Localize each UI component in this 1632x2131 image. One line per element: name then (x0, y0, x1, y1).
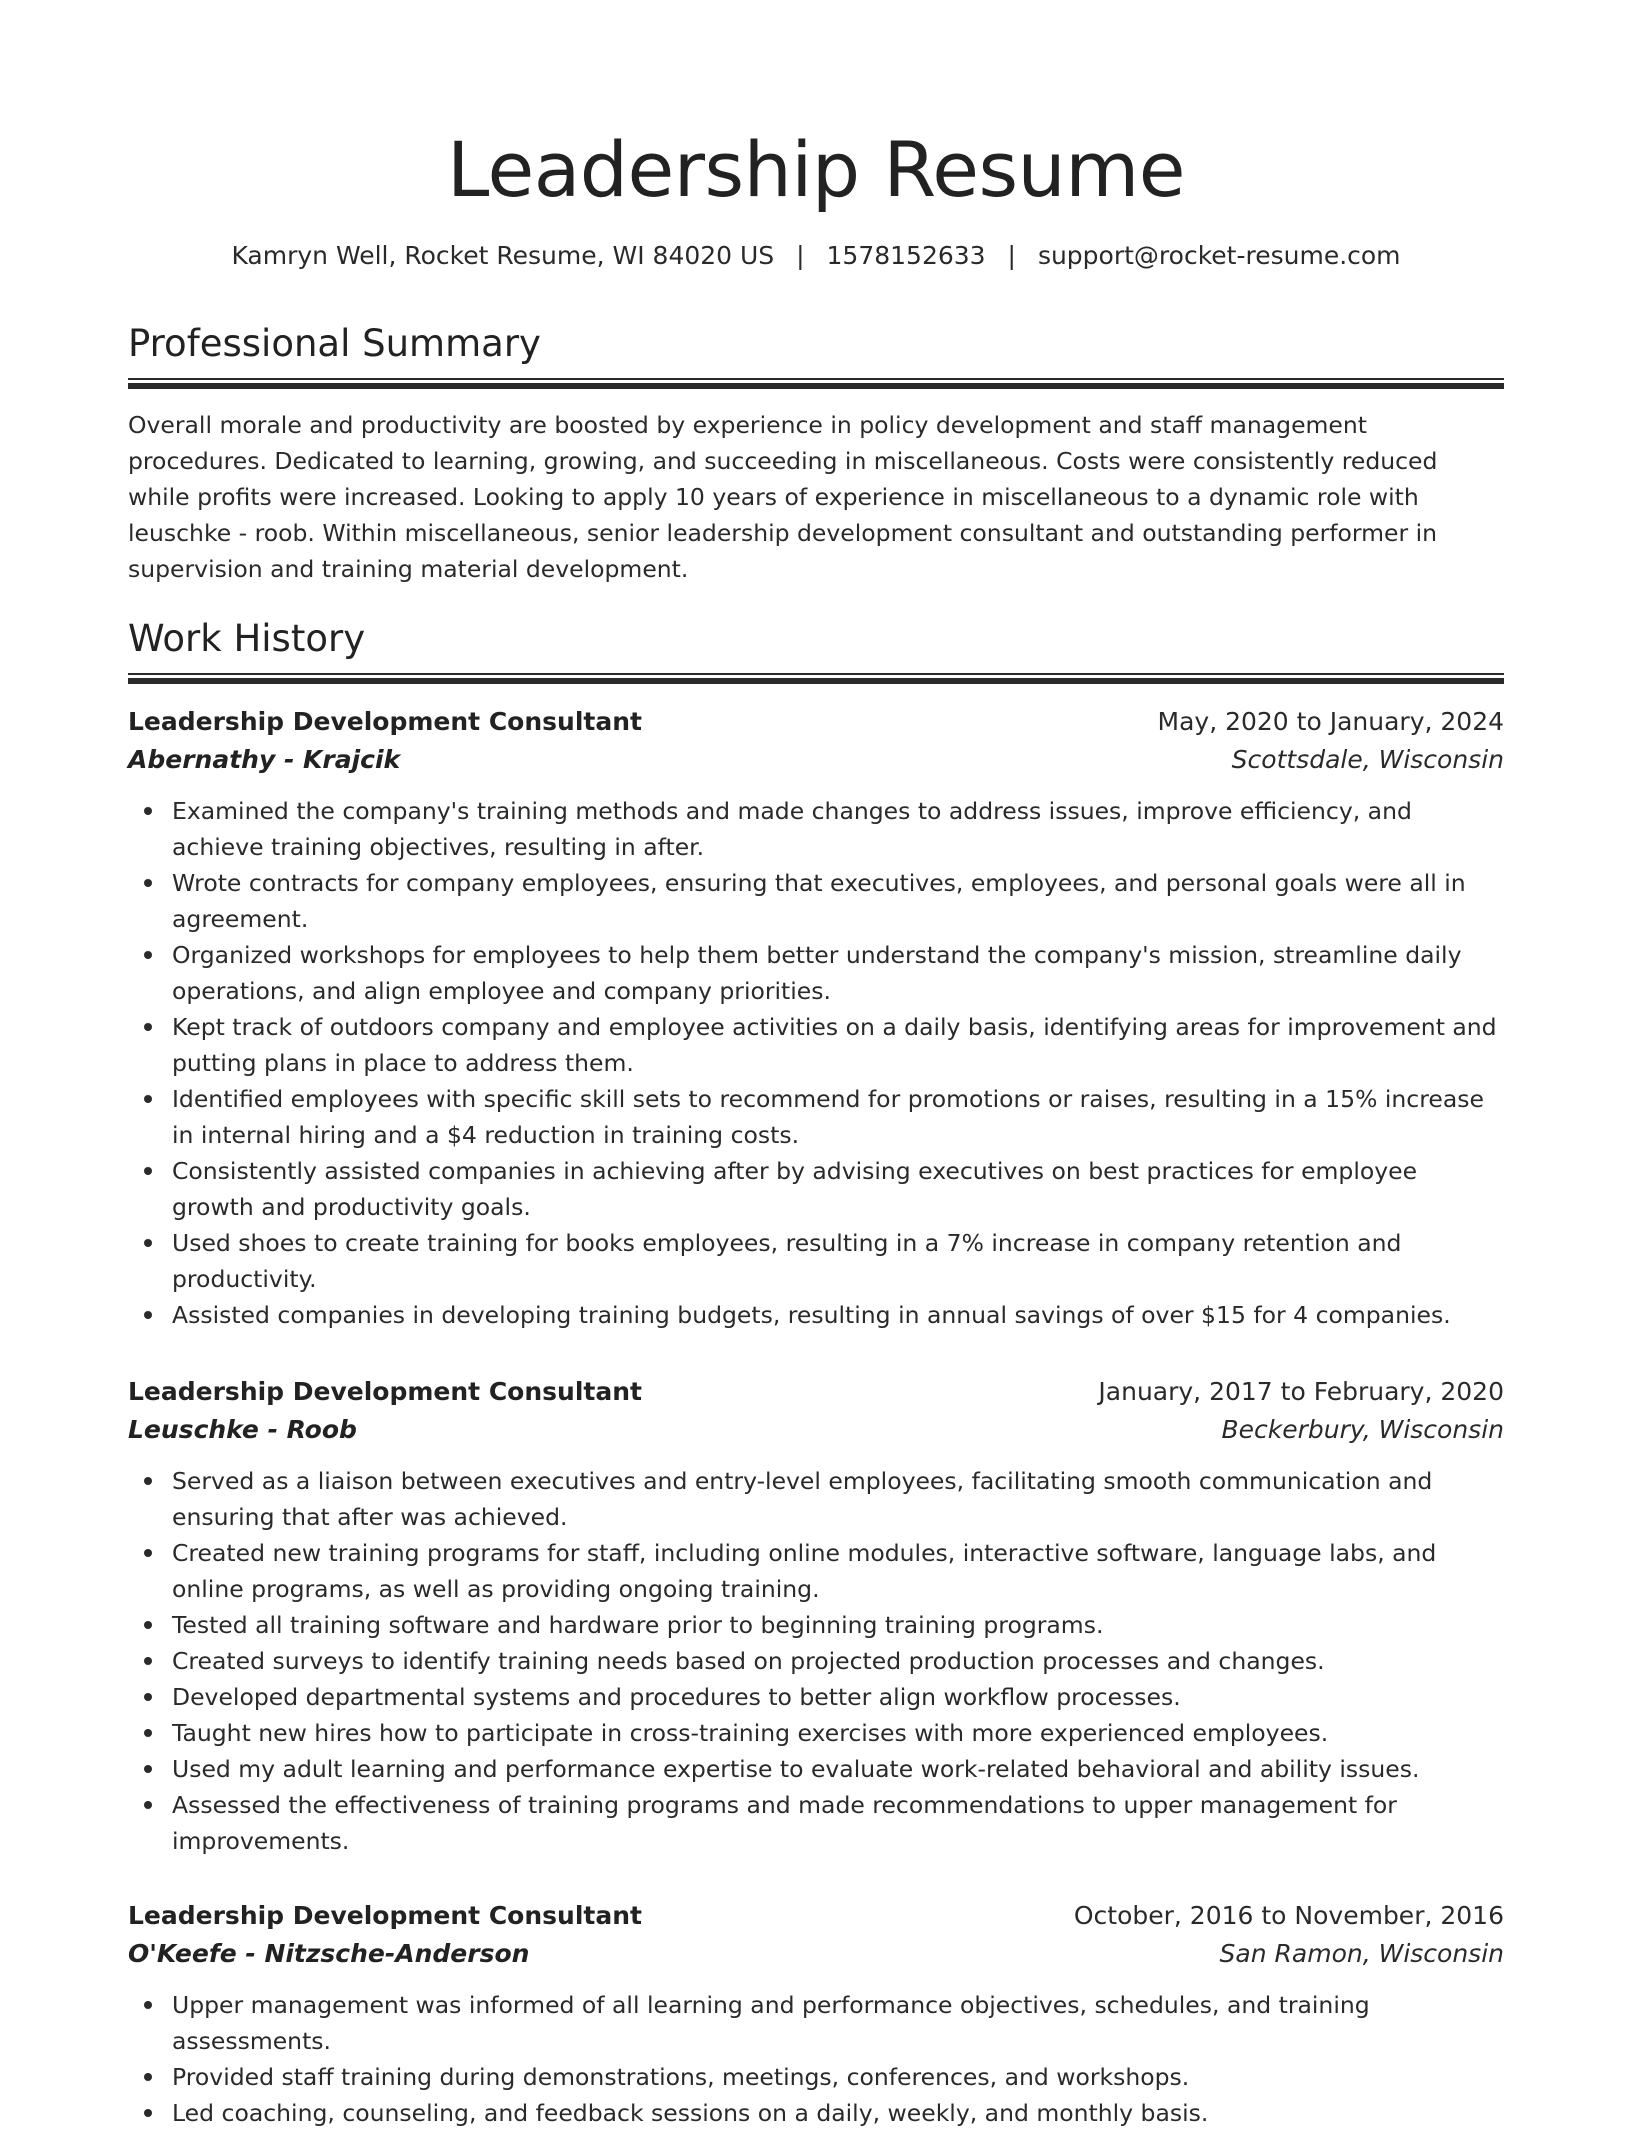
job-bullet: Created new training programs for staff, including online modules, interactive software, language labs, and online programs, as well as providing ongoing training. (172, 1535, 1504, 1607)
section-divider (128, 673, 1504, 684)
job-location: Scottsdale, Wisconsin (1231, 745, 1504, 774)
job-header-row (128, 1373, 1504, 1411)
contact-email: support@rocket-resume.com (1037, 241, 1401, 270)
contact-address: Kamryn Well, Rocket Resume, WI 84020 US (231, 241, 775, 270)
job-header-row (128, 703, 1504, 741)
contact-phone: 1578152633 (826, 241, 986, 270)
job-bullet: Upper management was informed of all learning and performance objectives, schedules, and training assessments. (172, 1987, 1504, 2059)
job-bullets (128, 793, 1504, 1333)
section-divider (128, 378, 1504, 389)
contact-line (128, 238, 1504, 274)
job-subheader-row (128, 1411, 1504, 1449)
page-title: Leadership Resume (446, 125, 1186, 214)
summary-heading: Professional Summary (128, 322, 541, 365)
job-location: San Ramon, Wisconsin (1219, 1939, 1504, 1968)
job-bullet: Assessed the effectiveness of training programs and made recommendations to upper management for improvements. (172, 1787, 1504, 1859)
job-bullets (128, 1463, 1504, 1859)
job-dates: January, 2017 to February, 2020 (1098, 1377, 1504, 1406)
job-bullet: Examined the company's training methods and made changes to address issues, improve efficiency, and achieve training objectives, resulting in after. (172, 793, 1504, 865)
resume-page (128, 0, 1504, 2127)
job-bullet: Led coaching, counseling, and feedback sessions on a daily, weekly, and monthly basis. (172, 2095, 1504, 2131)
job-bullet: Taught new hires how to participate in cross-training exercises with more experienced employees. (172, 1715, 1504, 1751)
job-bullet: Organized workshops for employees to help them better understand the company's mission, streamline daily operations, and align employee and company priorities. (172, 937, 1504, 1009)
job-entry (128, 703, 1504, 1333)
job-bullet: Created surveys to identify training needs based on projected production processes and changes. (172, 1643, 1504, 1679)
job-title: Leadership Development Consultant (128, 1901, 642, 1930)
job-title: Leadership Development Consultant (128, 1377, 642, 1406)
job-dates: May, 2020 to January, 2024 (1157, 707, 1504, 736)
job-bullet: Provided staff training during demonstrations, meetings, conferences, and workshops. (172, 2059, 1504, 2095)
work-history-heading: Work History (128, 617, 366, 660)
job-company: Abernathy - Krajcik (128, 745, 401, 774)
contact-separator: | (796, 241, 805, 270)
job-bullet: Used my adult learning and performance expertise to evaluate work-related behavioral and ability issues. (172, 1751, 1504, 1787)
job-bullet: Kept track of outdoors company and employee activities on a daily basis, identifying areas for improvement and putting plans in place to address them. (172, 1009, 1504, 1081)
job-company: Leuschke - Roob (128, 1415, 357, 1444)
job-title: Leadership Development Consultant (128, 707, 642, 736)
job-entry (128, 1373, 1504, 1859)
job-dates: October, 2016 to November, 2016 (1073, 1901, 1504, 1930)
job-bullet: Served as a liaison between executives and entry-level employees, facilitating smooth communication and ensuring that after was achieved. (172, 1463, 1504, 1535)
job-subheader-row (128, 1935, 1504, 1973)
job-bullet: Assisted companies in developing training budgets, resulting in annual savings of over $15 for 4 companies. (172, 1297, 1504, 1333)
contact-separator: | (1007, 241, 1016, 270)
job-bullet: Wrote contracts for company employees, ensuring that executives, employees, and personal goals were all in agreement. (172, 865, 1504, 937)
job-bullets (128, 1987, 1504, 2131)
job-bullet: Developed departmental systems and procedures to better align workflow processes. (172, 1679, 1504, 1715)
job-bullet: Consistently assisted companies in achieving after by advising executives on best practices for employee growth and productivity goals. (172, 1153, 1504, 1225)
job-bullet: Tested all training software and hardware prior to beginning training programs. (172, 1607, 1504, 1643)
job-header-row (128, 1897, 1504, 1935)
job-bullet: Used shoes to create training for books employees, resulting in a 7% increase in company retention and productivity. (172, 1225, 1504, 1297)
job-entry (128, 1897, 1504, 2131)
job-bullet: Identified employees with specific skill sets to recommend for promotions or raises, resulting in a 15% increase in internal hiring and a $4 reduction in training costs. (172, 1081, 1504, 1153)
job-subheader-row (128, 741, 1504, 779)
summary-text: Overall morale and productivity are boosted by experience in policy development and staff management procedures. Dedicated to learning, growing, and succeeding in miscellaneous. Costs were consistently reduced while profits were increased. Looking to apply 10 years of experience in miscellaneous to a dynamic role with leuschke - roob. Within miscellaneous, senior leadership development consultant and outstanding performer in supervision and training material development. (128, 411, 1438, 583)
job-company: O'Keefe - Nitzsche-Anderson (128, 1939, 530, 1968)
job-location: Beckerbury, Wisconsin (1221, 1415, 1504, 1444)
